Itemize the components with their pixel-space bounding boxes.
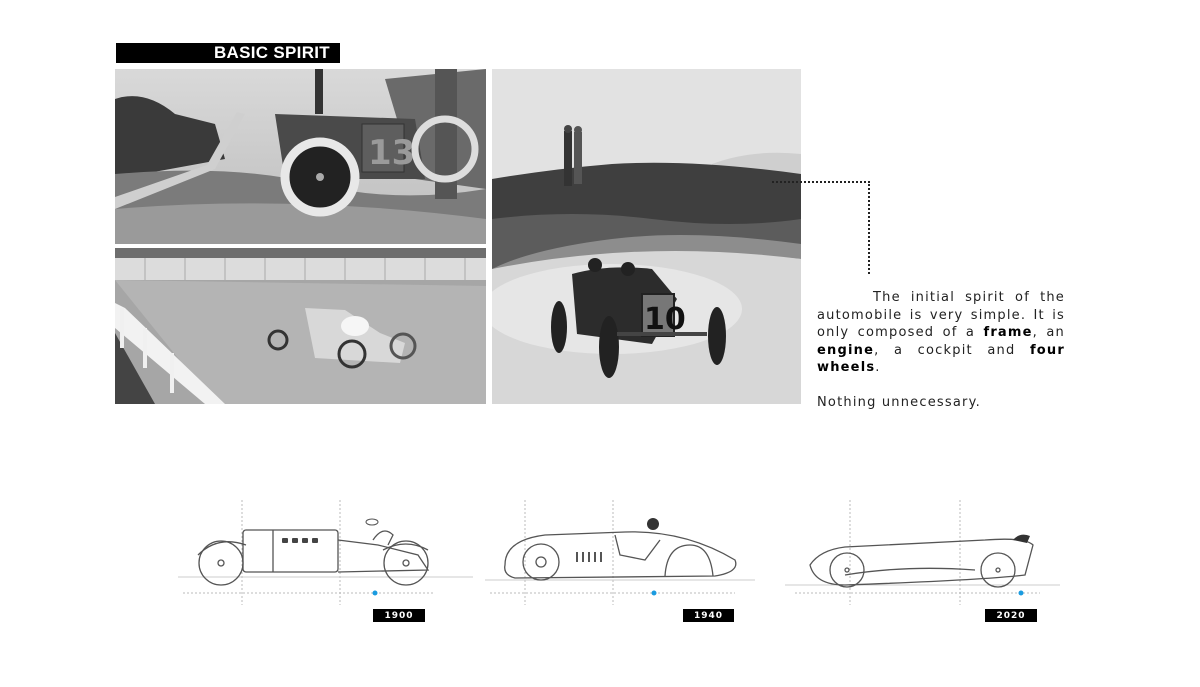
description-sep: , a cockpit and <box>874 342 1030 358</box>
year-label-2020: 2020 <box>985 609 1037 622</box>
accent-dot <box>1019 591 1024 596</box>
year-label-1900: 1900 <box>373 609 425 622</box>
description-end: . <box>875 360 881 375</box>
section-title-bar <box>116 43 340 63</box>
description-sep: , an <box>1032 325 1065 340</box>
keyword-engine: engine <box>817 342 875 358</box>
svg-text:10: 10 <box>644 302 686 337</box>
description-text <box>817 289 1065 411</box>
page-title: BASIC SPIRIT <box>213 43 330 62</box>
connector-dotted-horizontal <box>772 181 870 183</box>
closing-statement: Nothing unnecessary. <box>817 394 981 410</box>
sketch-1940-car <box>485 500 785 605</box>
sketch-2020-car <box>785 500 1075 605</box>
svg-text:13: 13 <box>368 133 416 173</box>
description-paragraph <box>817 289 1065 377</box>
connector-dotted-vertical <box>868 181 870 274</box>
sketch-1900-car <box>178 500 478 605</box>
year-label-1940: 1940 <box>683 609 734 622</box>
photo-dust-car-10 <box>492 69 801 404</box>
accent-dot <box>373 591 378 596</box>
accent-dot <box>652 591 657 596</box>
photo-crashed-car-13 <box>115 69 486 244</box>
keyword-four-wheels: four wheels <box>817 342 1065 375</box>
keyword-frame: frame <box>983 325 1033 340</box>
photo-board-track-car <box>115 248 486 404</box>
description-line: The initial spirit of the automobile is very simple. It is only composed of a <box>817 290 1065 340</box>
